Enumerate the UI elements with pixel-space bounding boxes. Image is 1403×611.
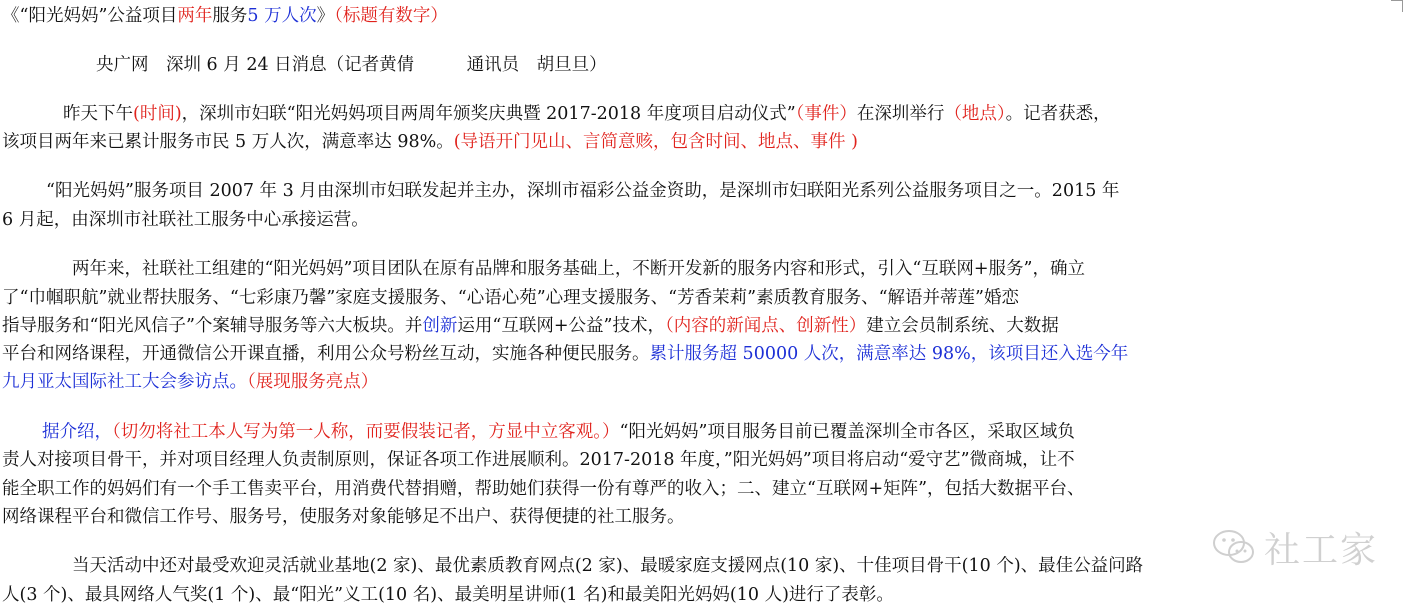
lead-text: 。记者获悉， <box>1005 104 1111 124</box>
watermark <box>1212 522 1382 572</box>
title-text: 《“阳光妈妈”公益项目 <box>2 6 178 26</box>
lead-text: 在深圳举行 <box>856 104 945 124</box>
paragraph-4-line-2: 责人对接项目骨干，并对项目经理人负责制原则，保证各项工作进展顺利。2017-2018 年度，”阳光妈妈”项目将启动“爱守艺”微商城，让不 <box>2 450 1075 470</box>
paragraph-2-line-2: 6 月起，由深圳市社联社工服务中心承接运营。 <box>2 210 369 230</box>
paragraph-2-line-1: “阳光妈妈”服务项目 2007 年 3 月由深圳市妇联发起并主办，深圳市福彩公益金资助，是深圳市妇联阳光系列公益服务项目之一。2015 年 <box>46 181 1120 201</box>
annotation-newsworthy: （内容的新闻点、创新性） <box>664 316 867 336</box>
annotation-lead: (导语开门见山、言简意赅，包含时间、地点、事件 ) <box>453 132 858 152</box>
title-text-mid: 服务 <box>212 6 248 26</box>
wechat-icon <box>1212 528 1256 566</box>
annotation-time: (时间) <box>133 104 182 124</box>
body-text: 建立会员制系统、大数据 <box>866 316 1059 336</box>
lead-text: 昨天下午 <box>63 104 133 124</box>
paragraph-3-line-2: 了“巾帼职航”就业帮扶服务、“七彩康乃馨”家庭支援服务、“心语心苑”心理支援服务、“芳香茉莉”素质教育服务、“解语并蒂莲”婚恋 <box>2 288 1019 308</box>
paragraph-1-line-2 <box>2 130 858 154</box>
title-annotation: （标题有数字） <box>334 6 448 26</box>
lead-text: ，深圳市妇联“阳光妈妈项目两周年颁奖庆典暨 2017-2018 年度项目启动仪式” <box>181 104 796 124</box>
page-corner-mark <box>1391 0 1403 12</box>
highlight-results: 累计服务超 50000 人次，满意率达 98%，该项目还入选今年 <box>649 344 1129 364</box>
paragraph-1-line-1 <box>63 102 1111 126</box>
paragraph-4-line-1 <box>42 420 1075 444</box>
annotation-event: （事件） <box>795 104 857 124</box>
title-highlight-years: 两年 <box>177 6 213 26</box>
paragraph-3-line-1: 两年来，社联社工组建的“阳光妈妈”项目团队在原有品牌和服务基础上，不断开发新的服务内容和形式，引入“互联网+服务”，确立 <box>72 259 1085 279</box>
paragraph-3-line-3 <box>2 314 1059 338</box>
annotation-highlight: （展现服务亮点） <box>247 372 379 392</box>
title-highlight-count: 5 万人次 <box>247 6 317 26</box>
paragraph-4-line-3: 能全职工作的妈妈们有一个手工售卖平台，用消费代替捐赠，帮助她们获得一份有尊严的收入；二、建立“互联网+矩阵”，包括大数据平台、 <box>2 479 1085 499</box>
paragraph-3-line-4 <box>2 342 1128 366</box>
body-text: 指导服务和“阳光风信子”个案辅导服务等六大板块。并 <box>2 316 423 336</box>
paragraph-3-line-5 <box>2 370 378 394</box>
paragraph-5-line-2: 人(3 个)、最具网络人气奖(1 个)、最“阳光”义工(10 名)、最美明星讲师(1 名)和最美阳光妈妈(10 人)进行了表彰。 <box>2 585 894 605</box>
byline: 央广网 深圳 6 月 24 日消息（记者黄倩 通讯员 胡旦旦） <box>96 55 607 75</box>
annotation-perspective: （切勿将社工本人写为第一人称，而要假装记者，方显中立客观。） <box>112 422 620 442</box>
watermark-text: 社工家 <box>1264 529 1379 571</box>
annotation-place: （地点） <box>944 104 1006 124</box>
title-text-end: 》 <box>316 6 335 26</box>
paragraph-4-line-4: 网络课程平台和微信工作号、服务号，使服务对象能够足不出户、获得便捷的社工服务。 <box>2 507 685 527</box>
body-text: 运用“互联网+公益”技术， <box>457 316 665 336</box>
body-text: 平台和网络课程，开通微信公开课直播，利用公众号粉丝互动，实施各种便民服务。 <box>2 344 650 364</box>
highlight-intro: 据介绍， <box>42 422 112 442</box>
lead-text: 该项目两年来已累计服务市民 5 万人次，满意率达 98%。 <box>2 132 454 152</box>
article-title <box>2 4 448 28</box>
highlight-innovation: 创新 <box>422 316 458 336</box>
highlight-results: 九月亚太国际社工大会参访点。 <box>2 372 247 392</box>
paragraph-5-line-1: 当天活动中还对最受欢迎灵活就业基地(2 家)、最优素质教育网点(2 家)、最暖家庭支援网点(10 家)、十佳项目骨干(10 个)、最佳公益问路 <box>72 556 1144 576</box>
body-text: “阳光妈妈”项目服务目前已覆盖深圳全市各区，采取区域负 <box>619 422 1075 442</box>
